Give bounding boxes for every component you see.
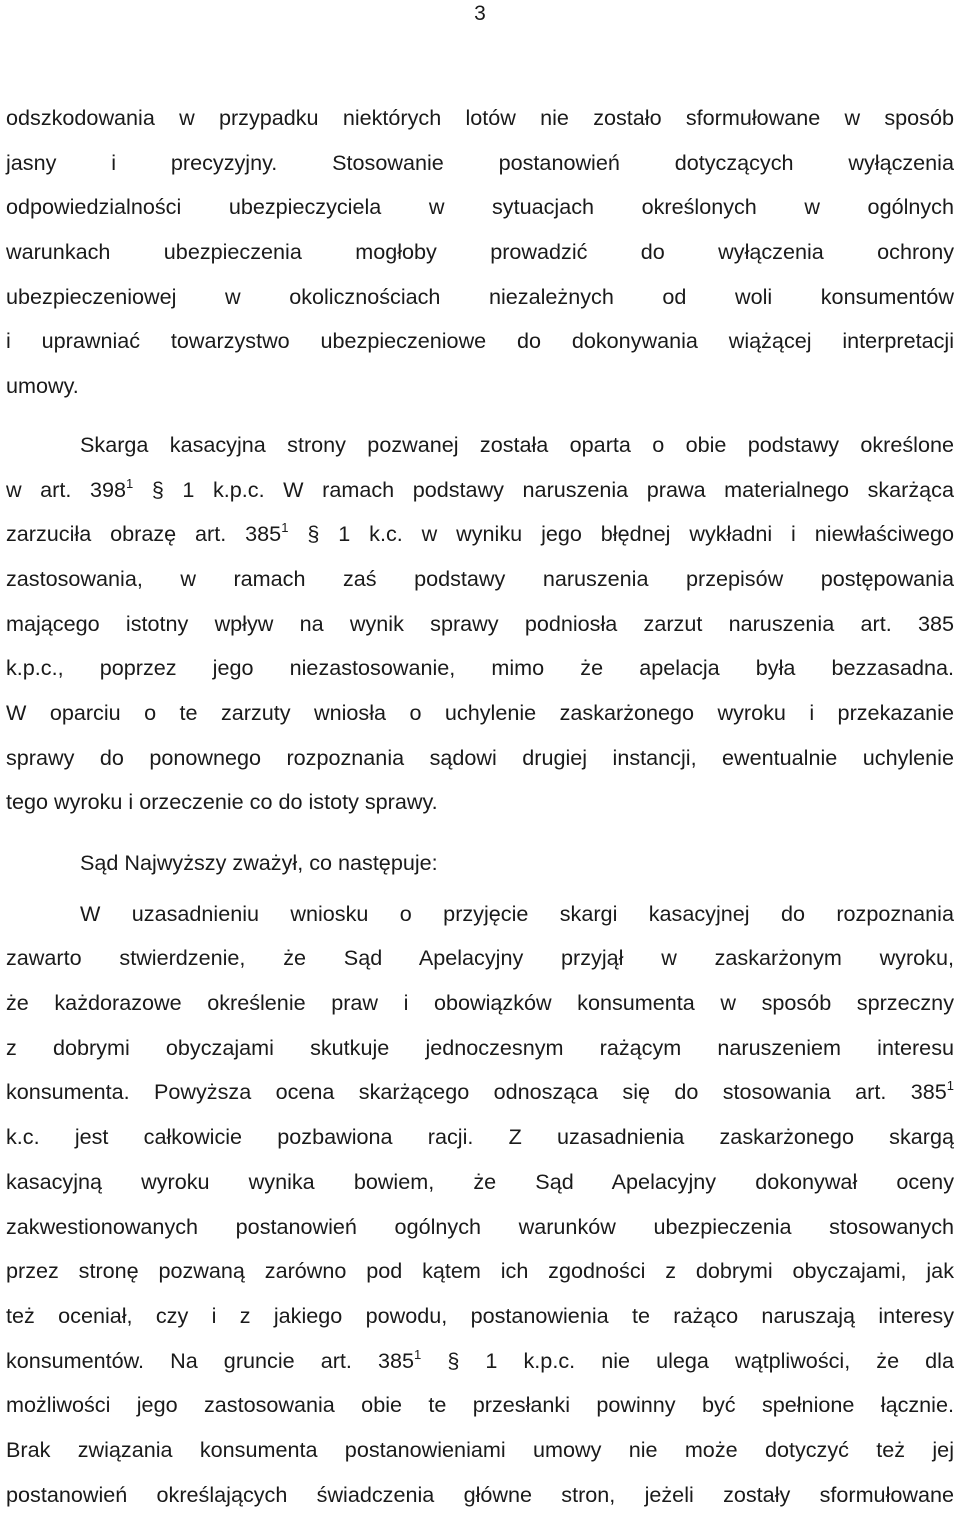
text-line: Sąd Najwyższy zważył, co następuje: (80, 850, 438, 875)
text-line: i uprawniać towarzystwo ubezpieczeniowe do dokonywania wiążącej interpretacji (6, 328, 954, 354)
text-line: odpowiedzialności ubezpieczyciela w sytuacjach określonych w ogólnych (6, 194, 954, 220)
text-line: zarzuciła obrazę art. $385^1$ § 1 k.c. w wyniku jego błędnej wykładni i niewłaściwego (6, 520, 954, 547)
superscript: 1 (126, 475, 134, 491)
text-line: W oparciu o te zarzuty wniosła o uchylenie zaskarżonego wyroku i przekazanie (6, 699, 954, 725)
text-line: W uzasadnieniu wniosku o przyjęcie skargi kasacyjnej do rozpoznania (80, 900, 954, 926)
text-line: k.c. jest całkowicie pozbawiona racji. Z uzasadnienia zaskarżonego skargą (6, 1124, 954, 1150)
text-line: możliwości jego zastosowania obie te przesłanki powinny być spełnione łącznie. (6, 1392, 954, 1418)
text-line: mającego istotny wpływ na wynik sprawy podniosła zarzut naruszenia art. 385 (6, 610, 954, 636)
text-line: zakwestionowanych postanowień ogólnych warunków ubezpieczenia stosowanych (6, 1213, 954, 1239)
text-line: w art. $398^1$ § 1 k.p.c. W ramach podstawy naruszenia prawa materialnego skarżąca (6, 475, 954, 502)
text-line: ubezpieczeniowej w okolicznościach niezależnych od woli konsumentów (6, 283, 954, 309)
text-line: że każdorazowe określenie praw i obowiązków konsumenta w sposób sprzeczny (6, 990, 954, 1016)
text-line: konsumenta. Powyższa ocena skarżącego odnosząca się do stosowania art. $385^1$ (6, 1078, 954, 1105)
text-line: konsumentów. Na gruncie art. $385^1$ § 1 k.p.c. nie ulega wątpliwości, że dla (6, 1346, 954, 1373)
superscript: 1 (414, 1346, 422, 1362)
superscript: 1 (946, 1078, 954, 1094)
text-line: sprawy do ponownego rozpoznania sądowi drugiej instancji, ewentualnie uchylenie (6, 744, 954, 770)
text-line: umowy. (6, 373, 79, 399)
text-line: też oceniał, czy i z jakiego powodu, postanowienia te rażąco naruszają interesy (6, 1302, 954, 1328)
text-line: jasny i precyzyjny. Stosowanie postanowień dotyczących wyłączenia (6, 149, 954, 175)
text-line: k.p.c., poprzez jego niezastosowanie, mimo że apelacja była bezzasadna. (6, 655, 954, 681)
text-line: zastosowania, w ramach zaś podstawy naruszenia przepisów postępowania (6, 565, 954, 591)
text-line: przez stronę pozwaną zarówno pod kątem ich zgodności z dobrymi obyczajami, jak (6, 1258, 954, 1284)
text-line: Skarga kasacyjna strony pozwanej została oparta o obie podstawy określone (80, 431, 954, 457)
text-line: warunkach ubezpieczenia mogłoby prowadzić do wyłączenia ochrony (6, 239, 954, 265)
text-line: zawarto stwierdzenie, że Sąd Apelacyjny przyjął w zaskarżonym wyroku, (6, 945, 954, 971)
text-line: kasacyjną wyroku wynika bowiem, że Sąd Apelacyjny dokonywał oceny (6, 1168, 954, 1194)
body-text (6, 96, 954, 1517)
text-line: postanowień określających świadczenia główne stron, jeżeli zostały sformułowane (6, 1481, 954, 1507)
text-line: odszkodowania w przypadku niektórych lotów nie zostało sformułowane w sposób (6, 105, 954, 130)
text-line: z dobrymi obyczajami skutkuje jednoczesnym rażącym naruszeniem interesu (6, 1034, 954, 1060)
page-number: 3 (474, 2, 486, 25)
superscript: 1 (281, 520, 289, 536)
text-line: Brak związania konsumenta postanowieniami umowy nie może dotyczyć też jej (6, 1436, 954, 1462)
text-line: tego wyroku i orzeczenie co do istoty sprawy. (6, 789, 438, 815)
